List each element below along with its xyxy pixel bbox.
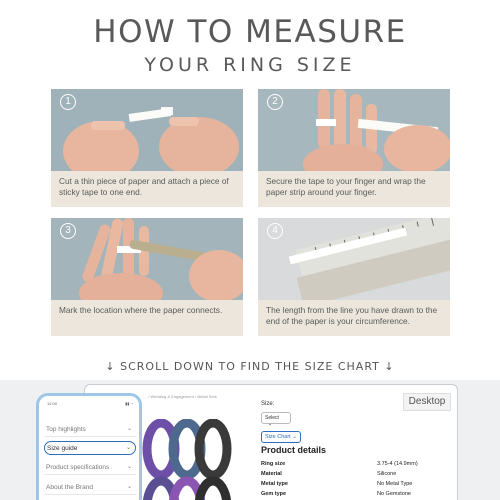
step-2-photo [258,89,450,171]
detail-key: Metal type [261,481,288,487]
chevron-down-icon: ⌄ [292,434,297,440]
detail-value: Silicone [377,471,397,477]
phone-time: 12:00 [47,401,58,406]
step-card-4 [258,218,450,336]
phone-item-about-brand[interactable] [44,481,136,495]
detail-key: Ring size [261,461,286,467]
phone-item-label: Product specifications [46,464,110,471]
phone-item-label: Top highlights [46,426,86,433]
scroll-hint: ↓ SCROLL DOWN TO FIND THE SIZE CHART ↓ [105,360,395,373]
step-4-photo [258,218,450,300]
page-subtitle: YOUR RING SIZE [144,54,356,76]
step-4-text: The length from the line you have drawn to the end of the paper is your circumference. [266,305,438,326]
phone-status-bar [47,401,133,406]
ring-product-image[interactable] [141,419,233,500]
step-1-photo [51,89,243,171]
step-1-text: Cut a thin piece of paper and attach a piece of sticky tape to one end. [59,176,229,197]
step-3-photo [51,218,243,300]
detail-value: No Gemstone [377,491,411,497]
step-card-3 [51,218,243,336]
phone-item-product-specifications[interactable] [44,461,136,475]
step-3-number: 3 [60,223,76,239]
step-1-number: 1 [60,94,76,110]
phone-item-label: About the Brand [46,484,93,491]
size-select[interactable] [261,412,291,427]
breadcrumb[interactable]: … › Wedding & Engagement › Bridal Sets [143,394,217,399]
size-chart-label: Size Chart [265,434,291,440]
phone-item-size-guide[interactable] [44,441,136,455]
detail-key: Material [261,471,282,477]
size-select-label: Select [265,415,279,421]
size-chart-button[interactable] [261,431,301,443]
chevron-down-icon: ⌄ [125,445,131,451]
phone-item-label: Size guide [47,445,78,452]
detail-key: Gem type [261,491,287,497]
page-title: HOW TO MEASURE [93,14,407,50]
step-2-text: Secure the tape to your finger and wrap the paper strip around your finger. [266,176,426,197]
mobile-preview-phone [36,393,142,500]
product-details-title: Product details [261,445,327,455]
detail-value: No Metal Type [377,481,413,487]
chevron-down-icon: ⌄ [126,464,132,470]
phone-item-top-highlights[interactable] [44,423,136,437]
chevron-down-icon: ⌄ [268,421,273,427]
detail-value: 3.75-4 (14.9mm) [377,461,418,467]
step-card-2 [258,89,450,207]
chevron-down-icon: ⌄ [126,426,132,432]
signal-icon: ▮▮ ◔ [125,401,133,406]
chevron-down-icon: ⌄ [126,484,132,490]
step-card-1 [51,89,243,207]
step-2-number: 2 [267,94,283,110]
step-3-text: Mark the location where the paper connects. [59,305,223,315]
size-label: Size: [261,401,275,407]
desktop-label: Desktop [403,393,451,411]
step-4-number: 4 [267,223,283,239]
